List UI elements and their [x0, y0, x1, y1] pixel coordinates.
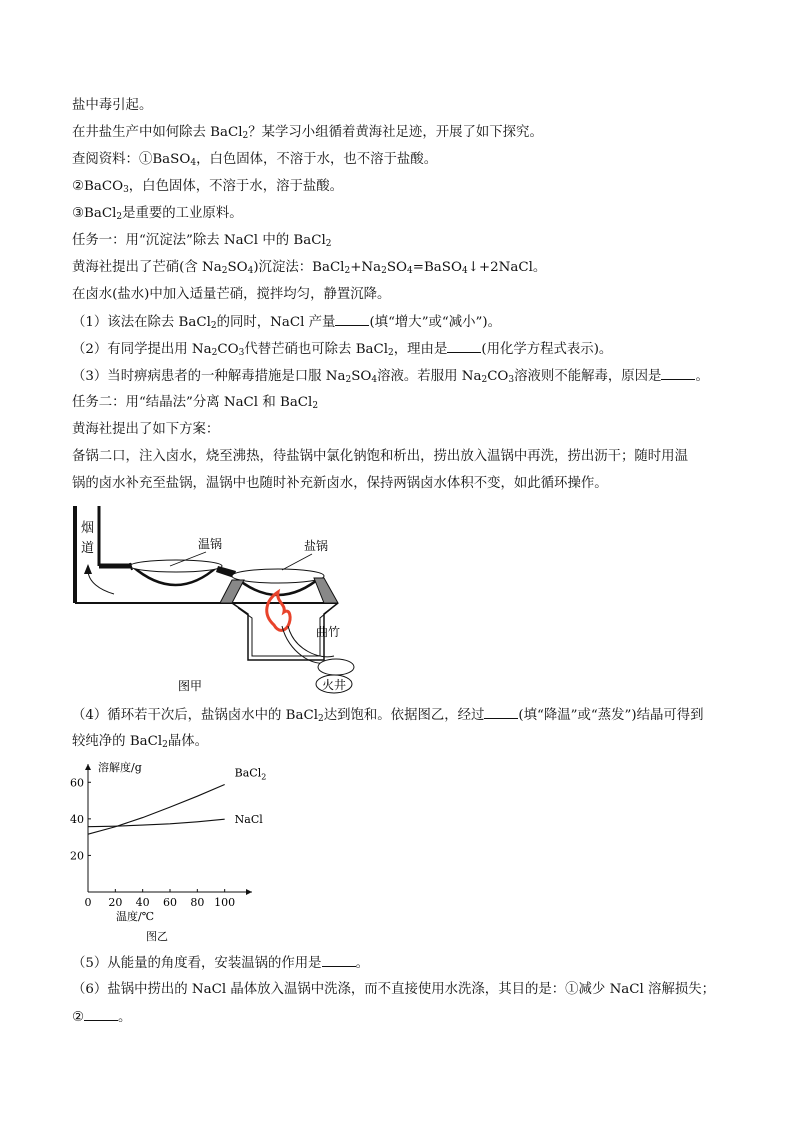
question-1: （1）该法在除去 BaCl$_2$的同时，NaCl 产量 (填“增大”或“减小”)。 — [72, 315, 502, 331]
salt-pot-label: 盐锅 — [304, 539, 329, 553]
question-4: （4）循环若干次后，盐锅卤水中的 BaCl$_2$达到饱和。依据图乙，经过 (填“降温”或“蒸发”)结晶可得到 — [72, 708, 704, 724]
text-line: 盐中毒引起。 — [72, 98, 153, 113]
furnace-wall-left — [220, 580, 244, 603]
y-axis-arrow — [85, 764, 91, 770]
chart-axes — [85, 764, 252, 895]
question-5: （5）从能量的角度看，安装温锅的作用是 。 — [72, 956, 369, 971]
flue-label-2: 道 — [81, 541, 95, 556]
series-label: BaCl$_2$ — [234, 766, 266, 782]
furnace-wall-right — [314, 578, 338, 603]
smoke-arrow — [88, 570, 114, 594]
x-tick-label: 40 — [135, 896, 150, 909]
answer-blank[interactable] — [335, 313, 369, 326]
answer-blank[interactable] — [322, 954, 356, 967]
answer-blank[interactable] — [447, 340, 481, 353]
x-tick-label: 80 — [190, 896, 205, 909]
question-6: （6）盐锅中捞出的 NaCl 晶体放入温锅中洗涤，而不直接使用水洗涤，其目的是：①减少 NaCl 溶解损失； — [72, 982, 716, 997]
section-heading: 任务二：用“结晶法”分离 NaCl 和 BaCl$_2$ — [72, 395, 319, 411]
question-2: （2）有同学提出用 $Na_2CO_3$代替芒硝也可除去 BaCl$_2$，理由是 (用化学方程式表示)。 — [72, 342, 613, 358]
answer-blank[interactable] — [661, 367, 695, 380]
chart-series — [88, 766, 266, 834]
text-line: ③BaCl$_2$是重要的工业原料。 — [72, 206, 243, 222]
figure-jia-apparatus — [66, 500, 356, 700]
solubility-chart — [66, 756, 266, 948]
y-tick-label: 20 — [70, 849, 84, 863]
text-line: 较纯净的 BaCl$_2$晶体。 — [72, 734, 209, 750]
well-label: 火井 — [322, 678, 347, 692]
text-line: ② 。 — [72, 1010, 132, 1025]
figure-caption: 图甲 — [178, 679, 203, 693]
x-tick-label: 0 — [84, 896, 92, 909]
text-line: 在卤水(盐水)中加入适量芒硝，搅拌均匀，静置沉降。 — [72, 287, 391, 302]
pipe-label: 曲竹 — [316, 625, 341, 639]
leader-line — [282, 554, 312, 570]
x-tick-label: 20 — [108, 896, 123, 909]
text-line: ②BaCO$_3$，白色固体，不溶于水，溶于盐酸。 — [72, 179, 344, 195]
text-line: 黄海社提出了芒硝(含 $Na_2SO_4$)沉淀法：$BaCl_2+Na_2SO_4=BaSO_4↓+2NaCl$。 — [72, 260, 547, 276]
question-3: （3）当时痹病患者的一种解毒措施是口服 $Na_2SO_4$溶液。若服用 $Na_2CO_3$溶液则不能解毒，原因是 。 — [72, 369, 709, 385]
flame-icon — [267, 592, 290, 630]
arrow-head — [84, 564, 92, 574]
x-axis-label: 温度/℃ — [116, 910, 155, 923]
x-tick-label: 100 — [214, 896, 236, 909]
chart-ticks — [70, 776, 235, 909]
text-line: 锅的卤水补充至盐锅，温锅中也随时补充新卤水，保持两锅卤水体积不变，如此循环操作。 — [72, 476, 608, 491]
y-tick-label: 60 — [70, 776, 84, 790]
series-line — [88, 819, 225, 826]
y-tick-label: 40 — [70, 812, 84, 826]
warm-pot-label: 温锅 — [198, 537, 223, 551]
series-label: NaCl — [234, 813, 263, 827]
answer-blank[interactable] — [484, 706, 518, 719]
text-line: 黄海社提出了如下方案： — [72, 422, 220, 437]
text-line: 在井盐生产中如何除去 BaCl$_2$？某学习小组循着黄海社足迹，开展了如下探究。 — [72, 125, 543, 141]
answer-blank[interactable] — [84, 1008, 118, 1021]
text-line: 备锅二口，注入卤水，烧至沸热，待盐锅中氯化钠饱和析出，捞出放入温锅中再洗，捞出沥干；随时用温 — [72, 449, 688, 464]
fire-well — [318, 659, 354, 675]
chart-caption: 图乙 — [146, 930, 168, 943]
y-axis-label: 溶解度/g — [98, 761, 142, 774]
text-line: 查阅资料：①BaSO$_4$，白色固体，不溶于水，也不溶于盐酸。 — [72, 152, 438, 168]
section-heading: 任务一：用“沉淀法”除去 NaCl 中的 BaCl$_2$ — [72, 233, 332, 249]
x-axis-arrow — [246, 889, 252, 895]
flue-label-1: 烟 — [81, 521, 95, 536]
x-tick-label: 60 — [163, 896, 177, 909]
